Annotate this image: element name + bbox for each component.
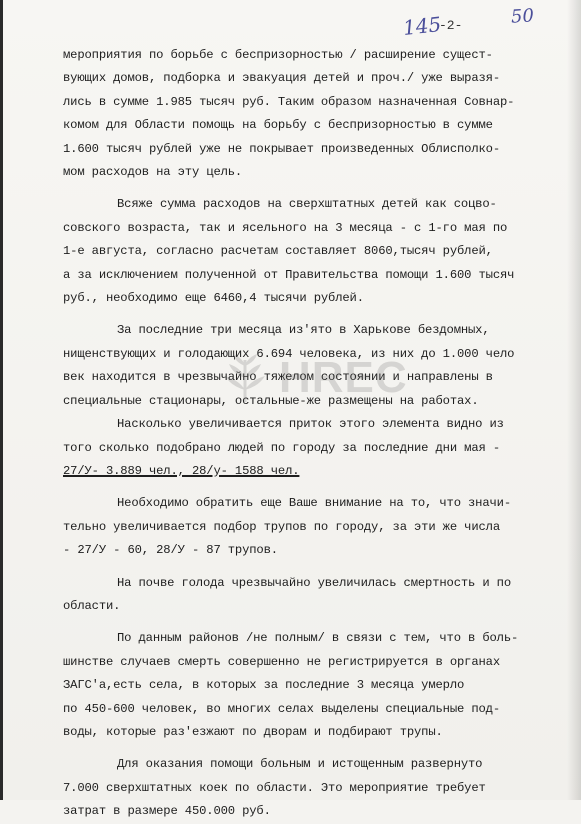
page-edge-shadow — [567, 0, 581, 800]
watermark-text: HREC — [279, 353, 408, 402]
text-line-underlined: 27/У- 3.889 чел., 28/у- 1588 чел. — [63, 463, 300, 478]
corner-mark: 50 — [510, 5, 535, 28]
text-line: вующих домов, подборка и эвакуация детей и проч./ уже выразя- — [63, 71, 500, 86]
text-line: На почве голода чрезвычайно увеличилась смертность и по — [117, 575, 512, 590]
text-line: а за исключением полученной от Правительства помощи 1.600 тысяч — [63, 267, 515, 282]
text-line: по 450-600 человек, во многих селах выделены специальные под- — [63, 701, 500, 716]
text-line: век находится в чрезвычайно тяжелом состоянии и направлены в — [63, 370, 493, 385]
text-line: За последние три месяца из'ято в Харькове бездомных, — [117, 323, 490, 338]
text-line: затрат в размере 450.000 руб. — [63, 804, 271, 819]
document-body — [63, 44, 533, 824]
text-line: 1.600 тысяч рублей уже не покрывает произведенных Облисполко- — [63, 141, 500, 156]
text-line: области. — [63, 598, 121, 613]
text-line: - 27/У - 60, 28/У - 87 трупов. — [63, 543, 278, 558]
page-number: -2- — [439, 18, 463, 33]
text-line: тельно увеличивается подбор трупов по городу, за эти же числа — [63, 519, 500, 534]
text-line: шинстве случаев смерть совершенно не регистрируется в органах — [63, 654, 500, 669]
text-line: лись в сумме 1.985 тысяч руб. Таким образом назначенная Совнар- — [63, 94, 515, 109]
text-line: воды, которые раз'езжают по дворам и подбирают трупы. — [63, 724, 443, 739]
text-line: комом для Области помощь на борьбу с беспризорностью в сумме — [63, 118, 493, 133]
text-line: Всяже сумма расходов на сверхштатных детей как соцво- — [117, 197, 497, 212]
text-line: совского возраста, так и ясельного на 3 месяца - с 1-го мая по — [63, 220, 508, 235]
text-line: Насколько увеличивается приток этого элемента видно из — [117, 417, 504, 432]
text-line: 1-е августа, согласно расчетам составляет 8060,тысяч рублей, — [63, 244, 493, 259]
text-line: мероприятия по борьбе с беспризорностью / расширение сущест- — [63, 48, 493, 62]
text-line: 7.000 сверхштатных коек по области. Это мероприятие требует — [63, 780, 486, 795]
text-line: мом расходов на эту цель. — [63, 165, 243, 180]
text-line: того сколько подобрано людей по городу за последние дни мая - — [63, 440, 500, 455]
text-line: ЗАГС'а,есть села, в которых за последние 3 месяца умерло — [63, 678, 465, 693]
text-line: По данным районов /не полным/ в связи с тем, что в боль- — [117, 631, 519, 646]
text-line: Для оказания помощи больным и истощенным развернуто — [117, 757, 483, 772]
text-line: нищенствующих и голодающих 6.694 человека, из них до 1.000 чело — [63, 346, 515, 361]
text-line: Необходимо обратить еще Ваше внимание на то, что значи- — [117, 496, 512, 511]
text-line: специальные стационары, остальные-же размещены на работах. — [63, 393, 479, 408]
archive-number: 145 — [401, 12, 443, 40]
text-line: руб., необходимо еще 6460,4 тысячи рублей. — [63, 291, 364, 306]
